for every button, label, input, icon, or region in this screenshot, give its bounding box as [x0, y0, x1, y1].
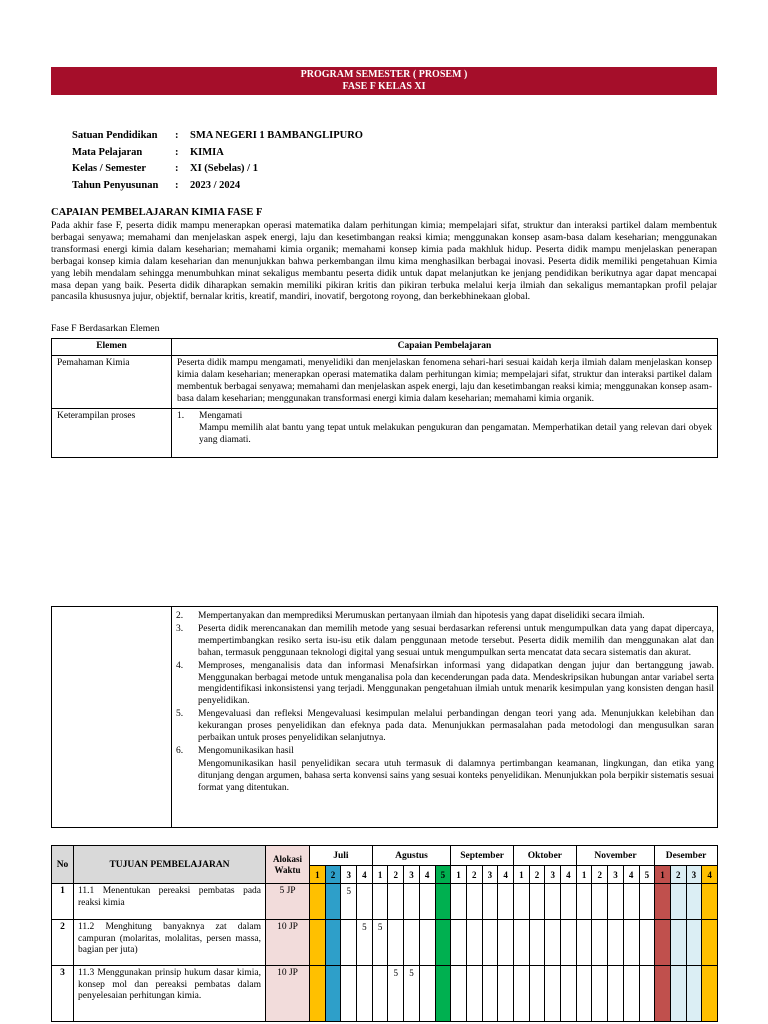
- week-header: 1: [576, 866, 592, 884]
- week-cell: [451, 966, 467, 1022]
- column-header-capaian: Capaian Pembelajaran: [172, 339, 718, 356]
- identity-colon: :: [175, 146, 179, 158]
- banner-subtitle: FASE F KELAS XI: [342, 81, 426, 92]
- week-header: 1: [514, 866, 530, 884]
- column-header-tujuan: TUJUAN PEMBELAJARAN: [74, 846, 266, 884]
- week-cell: [451, 884, 467, 920]
- week-cell: [608, 920, 624, 966]
- week-cell: [498, 920, 514, 966]
- identity-row: [72, 128, 363, 145]
- week-cell: [529, 884, 545, 920]
- week-cell: [561, 884, 577, 920]
- identity-colon: :: [175, 163, 179, 174]
- table-header-row: [52, 339, 718, 356]
- week-cell: [466, 920, 482, 966]
- week-cell: [514, 966, 530, 1022]
- week-cell: [482, 920, 498, 966]
- column-divider: [171, 607, 172, 827]
- column-header-no: No: [52, 846, 74, 884]
- table-row: [52, 966, 718, 1022]
- table-header-row: [52, 846, 718, 866]
- identity-colon: :: [175, 130, 179, 141]
- tujuan-cell: 11.2 Menghitung banyaknya zat dalam campuran (molaritas, molalitas, persen massa, bagian per juta): [74, 920, 266, 966]
- capaian-paragraph: Pada akhir fase F, peserta didik mampu menerapkan operasi matematika dalam perhitungan kimia; mempelajari sifat, struktur dan interaksi partikel dalam membentuk berbagai senyawa; memahami dan menjelaskan aspek energi, laju dan kesetimbangan reaksi kimia; menggunakan konsep asam-basa dalam keseharian; menggunakan transformasi energi kimia dalam keseharian; memahami kimia organik; memahami konsep kimia pada makhluk hidup. Peserta didik mampu menjelaskan penerapan berbagai konsep kimia dalam keseharian dan menunjukkan bahwa perkembangan ilmu kima menghasilkan berbagai inovasi. Peserta didik memiliki pengetahuan Kimia yang lebih mendalam sehingga menumbuhkan minat sekaligus membantu peserta didik untuk dapat melanjutkan ke jenjang pendidikan berikutnya agar dapat mencapai masa depan yang baik. Peserta didik diharapkan semakin memiliki pikiran kritis dan pikiran terbuka melalui kerja ilmiah dan sekaligus memantapkan profil pelajar pancasila khususnya jujur, objektif, bernalar kritis, kreatif, mandiri, inovatif, bergotong royong, dan berkebhinekaan global.: [51, 220, 717, 303]
- list-item: [176, 611, 714, 623]
- week-cell: [310, 966, 326, 1022]
- week-header: 3: [545, 866, 561, 884]
- week-cell: [623, 884, 639, 920]
- list-item: [176, 709, 714, 745]
- alokasi-cell: 10 JP: [266, 966, 310, 1022]
- week-cell: [545, 920, 561, 966]
- week-cell: [435, 966, 451, 1022]
- capaian-table: [51, 338, 718, 458]
- identity-label: Kelas / Semester: [72, 163, 147, 174]
- week-cell: 5: [404, 966, 420, 1022]
- week-cell: [404, 920, 420, 966]
- week-header: 5: [435, 866, 451, 884]
- identity-value: KIMIA: [190, 146, 224, 158]
- week-cell: [655, 920, 671, 966]
- header-banner: [51, 67, 717, 95]
- list-text: Peserta didik merencanakan dan memilih metode yang sesuai berdasarkan referensi untuk mengumpulkan data yang dapat dipercaya, mempertimbangkan resiko serta isu-isu etik dalam penggunaan metode tersebut. Peserta didik memilih dan menggunakan alat dan bahan, termasuk penggunaan teknologi digital yang sesuai untuk mengumpulkan serta mencatat data secara sistematis dan akurat.: [198, 623, 714, 658]
- week-cell: [388, 884, 404, 920]
- week-cell: [545, 884, 561, 920]
- week-cell: [561, 920, 577, 966]
- week-cell: [686, 966, 702, 1022]
- week-header: 2: [670, 866, 686, 884]
- week-header: 2: [592, 866, 608, 884]
- week-cell: [670, 920, 686, 966]
- list-title: Mengamati: [199, 410, 243, 421]
- table-row: [52, 355, 718, 408]
- list-description: Mampu memilih alat bantu yang tepat untuk melakukan pengukuran dan pengamatan. Memperhatikan detail yang relevan dari obyek yang diamati.: [199, 423, 712, 446]
- banner-title: PROGRAM SEMESTER ( PROSEM ): [300, 69, 468, 80]
- week-cell: [670, 966, 686, 1022]
- week-cell: [404, 884, 420, 920]
- month-header: Desember: [655, 846, 718, 866]
- identity-value: 2023 / 2024: [190, 179, 241, 191]
- column-header-elemen: Elemen: [52, 339, 172, 356]
- month-header: September: [451, 846, 514, 866]
- list-text: Memproses, menganalisis data dan informasi Menafsirkan informasi yang didapatkan dengan jujur dan bertanggung jawab. Menggunakan berbagai metode untuk menganalisa pola dan kecenderungan pada data. Mendeskripsikan hubungan antar variabel serta mengidentifikasi inkonsistensi yang terjadi. Menggunakan pengetahuan ilmiah untuk menarik kesimpulan yang konsisten dengan hasil penyelidikan.: [198, 660, 714, 707]
- column-header-alokasi: Alokasi Waktu: [266, 846, 310, 884]
- tujuan-cell: 11.1 Menentukan pereaksi pembatas pada reaksi kimia: [74, 884, 266, 920]
- week-cell: [623, 966, 639, 1022]
- week-header: 5: [639, 866, 655, 884]
- alokasi-cell: 5 JP: [266, 884, 310, 920]
- week-header: 1: [655, 866, 671, 884]
- identity-row: [72, 161, 363, 178]
- list-title: Mengomunikasikan hasil: [198, 745, 294, 756]
- list-number: 5.: [176, 709, 184, 720]
- week-cell: [419, 966, 435, 1022]
- continuation-table: [51, 606, 718, 828]
- month-header: Oktober: [514, 846, 577, 866]
- alokasi-cell: 10 JP: [266, 920, 310, 966]
- week-header: 2: [529, 866, 545, 884]
- week-cell: [451, 920, 467, 966]
- capaian-cell: [172, 408, 718, 457]
- row-number: 3: [52, 966, 74, 1022]
- list-number: 3.: [176, 623, 184, 634]
- week-cell: [325, 920, 341, 966]
- week-cell: 5: [388, 966, 404, 1022]
- week-cell: [608, 966, 624, 1022]
- week-cell: [498, 966, 514, 1022]
- elemen-cell: Keterampilan proses: [52, 408, 172, 457]
- identity-label: Mata Pelajaran: [72, 146, 143, 158]
- tujuan-pembelajaran-table: [51, 845, 718, 1022]
- week-cell: [372, 966, 388, 1022]
- continuation-content: [176, 611, 714, 795]
- week-cell: 5: [341, 884, 357, 920]
- identity-value: XI (Sebelas) / 1: [190, 163, 258, 174]
- week-header: 3: [686, 866, 702, 884]
- week-cell: [686, 920, 702, 966]
- week-cell: [482, 884, 498, 920]
- week-cell: [482, 966, 498, 1022]
- week-cell: [655, 884, 671, 920]
- week-cell: [576, 920, 592, 966]
- week-cell: [592, 884, 608, 920]
- identity-value: SMA NEGERI 1 BAMBANGLIPURO: [190, 130, 363, 141]
- week-cell: [325, 966, 341, 1022]
- tujuan-cell: 11.3 Menggunakan prinsip hukum dasar kimia, konsep mol dan pereaksi pembatas dalam penyelesaian perhitungan kimia.: [74, 966, 266, 1022]
- elemen-cell: Pemahaman Kimia: [52, 355, 172, 408]
- week-cell: 5: [357, 920, 373, 966]
- week-cell: [702, 920, 718, 966]
- week-header: 2: [466, 866, 482, 884]
- list-text: Mempertanyakan dan memprediksi Merumuskan pertanyaan ilmiah dan hipotesis yang dapat diselidiki secara ilmiah.: [198, 611, 645, 621]
- identity-block: [72, 128, 363, 194]
- list-item: [176, 746, 714, 758]
- week-cell: [357, 966, 373, 1022]
- week-cell: [608, 884, 624, 920]
- list-number: 4.: [176, 660, 184, 671]
- month-header: November: [576, 846, 654, 866]
- week-cell: [388, 920, 404, 966]
- week-cell: 5: [372, 920, 388, 966]
- identity-label: Satuan Pendidikan: [72, 130, 158, 141]
- week-cell: [576, 966, 592, 1022]
- week-cell: [419, 884, 435, 920]
- week-cell: [561, 966, 577, 1022]
- week-header: 3: [404, 866, 420, 884]
- month-header: Agustus: [372, 846, 450, 866]
- week-cell: [466, 884, 482, 920]
- week-cell: [325, 884, 341, 920]
- week-cell: [529, 966, 545, 1022]
- week-cell: [623, 920, 639, 966]
- week-header: 3: [608, 866, 624, 884]
- week-header: 4: [498, 866, 514, 884]
- week-cell: [341, 966, 357, 1022]
- table-row: [52, 920, 718, 966]
- table-row: [52, 884, 718, 920]
- week-cell: [514, 884, 530, 920]
- week-cell: [310, 920, 326, 966]
- week-cell: [639, 920, 655, 966]
- week-cell: [372, 884, 388, 920]
- week-cell: [592, 966, 608, 1022]
- week-cell: [545, 966, 561, 1022]
- week-cell: [702, 966, 718, 1022]
- identity-row: [72, 178, 363, 195]
- week-cell: [466, 966, 482, 1022]
- week-cell: [357, 884, 373, 920]
- table-row: [52, 408, 718, 457]
- identity-label: Tahun Penyusunan: [72, 179, 159, 191]
- week-cell: [529, 920, 545, 966]
- week-cell: [514, 920, 530, 966]
- week-cell: [655, 966, 671, 1022]
- week-header: 4: [357, 866, 373, 884]
- week-cell: [639, 966, 655, 1022]
- week-header: 1: [310, 866, 326, 884]
- week-cell: [419, 920, 435, 966]
- week-header: 4: [702, 866, 718, 884]
- month-header: Juli: [310, 846, 373, 866]
- week-header: 3: [341, 866, 357, 884]
- week-cell: [435, 920, 451, 966]
- week-header: 4: [419, 866, 435, 884]
- identity-row: [72, 145, 363, 162]
- section-subheading: Fase F Berdasarkan Elemen: [51, 323, 160, 334]
- list-number: 6.: [176, 745, 184, 756]
- week-header: 1: [451, 866, 467, 884]
- capaian-cell: Peserta didik mampu mengamati, menyelidiki dan menjelaskan fenomena sehari-hari sesuai kaidah kerja ilmiah dalam menjelaskan konsep kimia dalam keseharian; menerapkan operasi matematika dalam perhitungan kimia; mempelajari sifat, struktur dan interaksi partikel dalam membentuk berbagai senyawa; memahami dan menjelaskan aspek energi, laju dan kesetimbangan reaksi kimia; menggunakan konsep asam-basa dalam keseharian; menggunakan transformasi energi kimia dalam keseharian; memahami kimia organik.: [172, 355, 718, 408]
- list-text: Mengevaluasi dan refleksi Mengevaluasi kesimpulan melalui perbandingan dengan teori yang ada. Menunjukkan kelebihan dan kekurangan proses penyelidikan dan efeknya pada data. Menunjukkan permasalahan pada metodologi dan mengusulkan saran perbaikan untuk proses penyelidikan selanjutnya.: [198, 709, 714, 744]
- list-number: 1.: [177, 410, 185, 421]
- week-cell: [702, 884, 718, 920]
- list-item: [176, 624, 714, 660]
- row-number: 2: [52, 920, 74, 966]
- list-description: Mengomunikasikan hasil penyelidikan secara utuh termasuk di dalamnya pertimbangan keamanan, lingkungan, dan etika yang ditunjang dengan argumen, bahasa serta konvensi sains yang sesuai konteks penyelidikan. Menunjukkan pola berpikir sistematis sesuai format yang ditentukan.: [198, 758, 714, 793]
- week-header: 2: [325, 866, 341, 884]
- week-cell: [310, 884, 326, 920]
- week-header: 2: [388, 866, 404, 884]
- week-header: 3: [482, 866, 498, 884]
- week-header: 1: [372, 866, 388, 884]
- week-cell: [639, 884, 655, 920]
- week-cell: [435, 884, 451, 920]
- week-cell: [670, 884, 686, 920]
- week-cell: [686, 884, 702, 920]
- section-heading: CAPAIAN PEMBELAJARAN KIMIA FASE F: [51, 207, 263, 218]
- week-cell: [498, 884, 514, 920]
- row-number: 1: [52, 884, 74, 920]
- list-item: [177, 411, 712, 423]
- week-cell: [341, 920, 357, 966]
- week-header: 4: [623, 866, 639, 884]
- list-item: [176, 661, 714, 709]
- identity-colon: :: [175, 179, 179, 191]
- week-cell: [576, 884, 592, 920]
- week-cell: [592, 920, 608, 966]
- week-header: 4: [561, 866, 577, 884]
- list-number: 2.: [176, 611, 184, 621]
